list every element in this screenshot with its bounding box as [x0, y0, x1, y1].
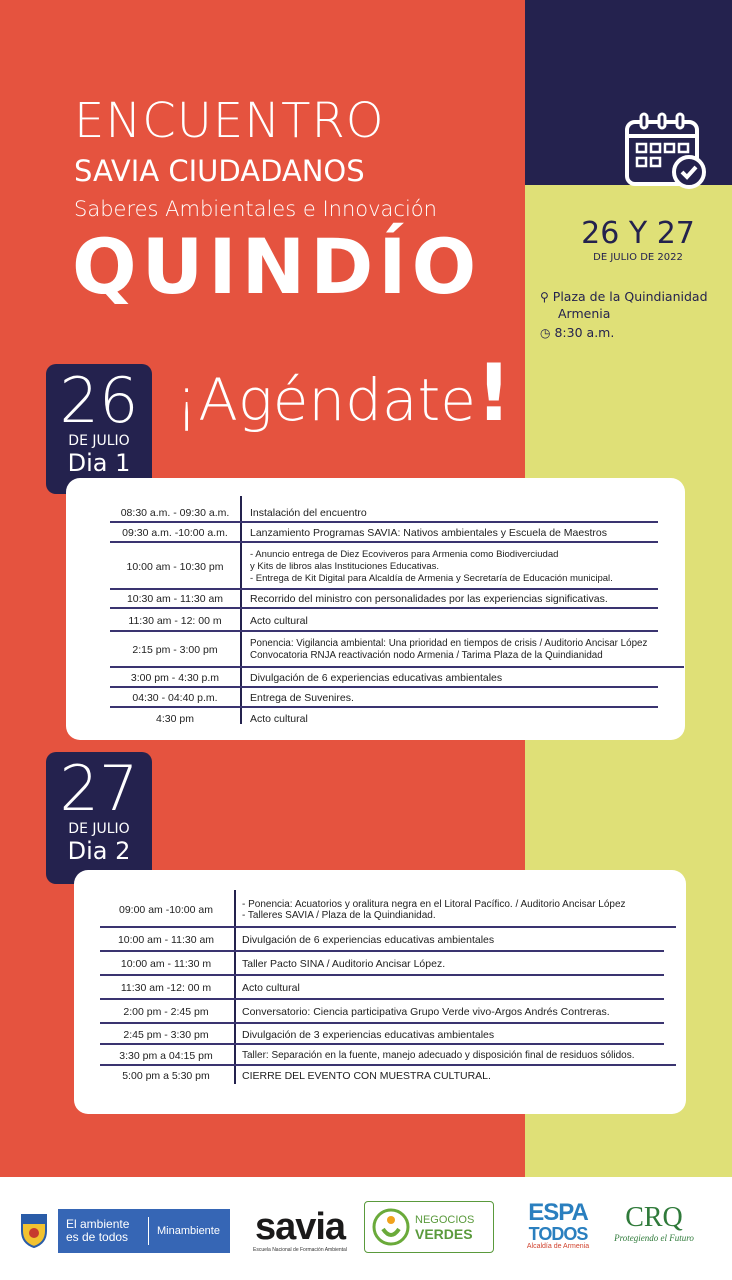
schedule-row: 11:30 am - 12: 00 m Acto cultural	[110, 612, 658, 632]
event-place: Plaza de la Quindianidad	[552, 289, 708, 304]
schedule-row: 3:00 pm - 4:30 p.m Divulgación de 6 experiencias educativas ambientales	[110, 670, 658, 688]
espa-todos-logo: ESPA TODOS Alcaldía de Armenia	[526, 1199, 590, 1250]
schedule-row: 04:30 - 04:40 p.m. Entrega de Suvenires.	[110, 690, 658, 708]
day2-schedule-card	[74, 870, 686, 1114]
calendar-check-icon	[623, 112, 709, 190]
schedule-row: 10:00 am - 11:30 am Divulgación de 6 experiencias educativas ambientales	[100, 930, 664, 952]
title-subtitle: Saberes Ambientales e Innovación	[74, 197, 437, 221]
nv-line1: NEGOCIOS	[415, 1214, 475, 1226]
event-dates: 26 Y 27	[581, 216, 695, 251]
schedule-row: 10:30 am - 11:30 am Recorrido del ministro con personalidades por las experiencias significativas.	[110, 591, 658, 609]
event-month-year: DE JULIO DE 2022	[593, 252, 683, 263]
schedule-row: 2:45 pm - 3:30 pm Divulgación de 3 experiencias educativas ambientales	[100, 1026, 664, 1045]
agendate-heading: ¡Agéndate!	[175, 349, 512, 439]
day1-month: DE JULIO	[68, 433, 130, 449]
day1-number: 26	[59, 364, 139, 437]
event-time-row	[540, 325, 614, 341]
event-city: Armenia	[558, 306, 611, 321]
day2-badge	[46, 752, 152, 884]
event-place-row	[540, 289, 708, 305]
day1-label: Dia 1	[67, 449, 131, 477]
title-quindio: QUINDÍO	[72, 222, 482, 311]
title-savia: SAVIA CIUDADANOS	[74, 154, 365, 188]
schedule-row: 3:30 pm a 04:15 pm Taller: Separación en la fuente, manejo adecuado y disposición final de residuos sólidos.	[100, 1047, 676, 1066]
nv-line2: VERDES	[415, 1226, 473, 1242]
schedule-row: 09:00 am -10:00 am - Ponencia: Acuatorios y oralitura negra en el Litoral Pacífico. / Auditorio Ancisar López - Talleres SAVIA / Plaza de la Quindianidad.	[100, 894, 676, 928]
schedule-row: 2:15 pm - 3:00 pm Ponencia: Vigilancia ambiental: Una prioridad en tiempos de crisis / Auditorio Ancisar López Convocatoria RNJA reactivación nodo Armenia / Tarima Plaza de la Quindianidad	[110, 634, 684, 668]
gov-logo	[58, 1209, 230, 1253]
gov-slogan: El ambiente es de todos	[66, 1217, 130, 1244]
schedule-row: 10:00 am - 11:30 m Taller Pacto SINA / Auditorio Ancisar López.	[100, 954, 664, 976]
savia-logo: savia Escuela Nacional de Formación Ambiental	[253, 1206, 347, 1253]
day1-badge	[46, 364, 152, 494]
schedule-row: 08:30 a.m. - 09:30 a.m. Instalación del encuentro	[110, 505, 658, 523]
schedule-row: 5:00 pm a 5:30 pm CIERRE DEL EVENTO CON MUESTRA CULTURAL.	[122, 1070, 491, 1082]
day2-month: DE JULIO	[68, 821, 130, 837]
schedule-row: 4:30 pm Acto cultural	[156, 713, 308, 725]
coat-of-arms-icon	[16, 1209, 52, 1249]
day1-schedule-card	[66, 478, 685, 740]
schedule-row: 10:00 am - 10:30 pm - Anuncio entrega de Diez Ecoviveros para Armenia como Biodiverciudad y Kits de libros alas Instituciones Educativas. - Entrega de Kit Digital para Alcaldía de Armenia y Secretaría de Educación municipal.	[110, 545, 658, 590]
schedule-row: 2:00 pm - 2:45 pm Conversatorio: Ciencia participativa Grupo Verde vivo-Argos Andrés Contreras.	[100, 1002, 664, 1024]
ministry-name: Minambiente	[157, 1225, 220, 1237]
day2-label: Dia 2	[67, 837, 131, 865]
event-time: 8:30 a.m.	[554, 325, 615, 340]
clock-icon: ◷	[540, 326, 551, 340]
location-pin-icon: ⚲	[540, 290, 549, 304]
title-encuentro: ENCUENTRO	[74, 93, 385, 149]
day2-number: 27	[59, 752, 139, 825]
crq-logo: CRQ Protegiendo el Futuro	[614, 1202, 694, 1243]
negocios-verdes-logo	[364, 1201, 494, 1253]
schedule-row: 11:30 am -12: 00 m Acto cultural	[100, 978, 664, 1000]
schedule-row: 09:30 a.m. -10:00 a.m. Lanzamiento Programas SAVIA: Nativos ambientales y Escuela de Maestros	[110, 525, 658, 543]
leaf-person-icon	[371, 1207, 411, 1247]
footer-logos	[0, 1177, 732, 1280]
